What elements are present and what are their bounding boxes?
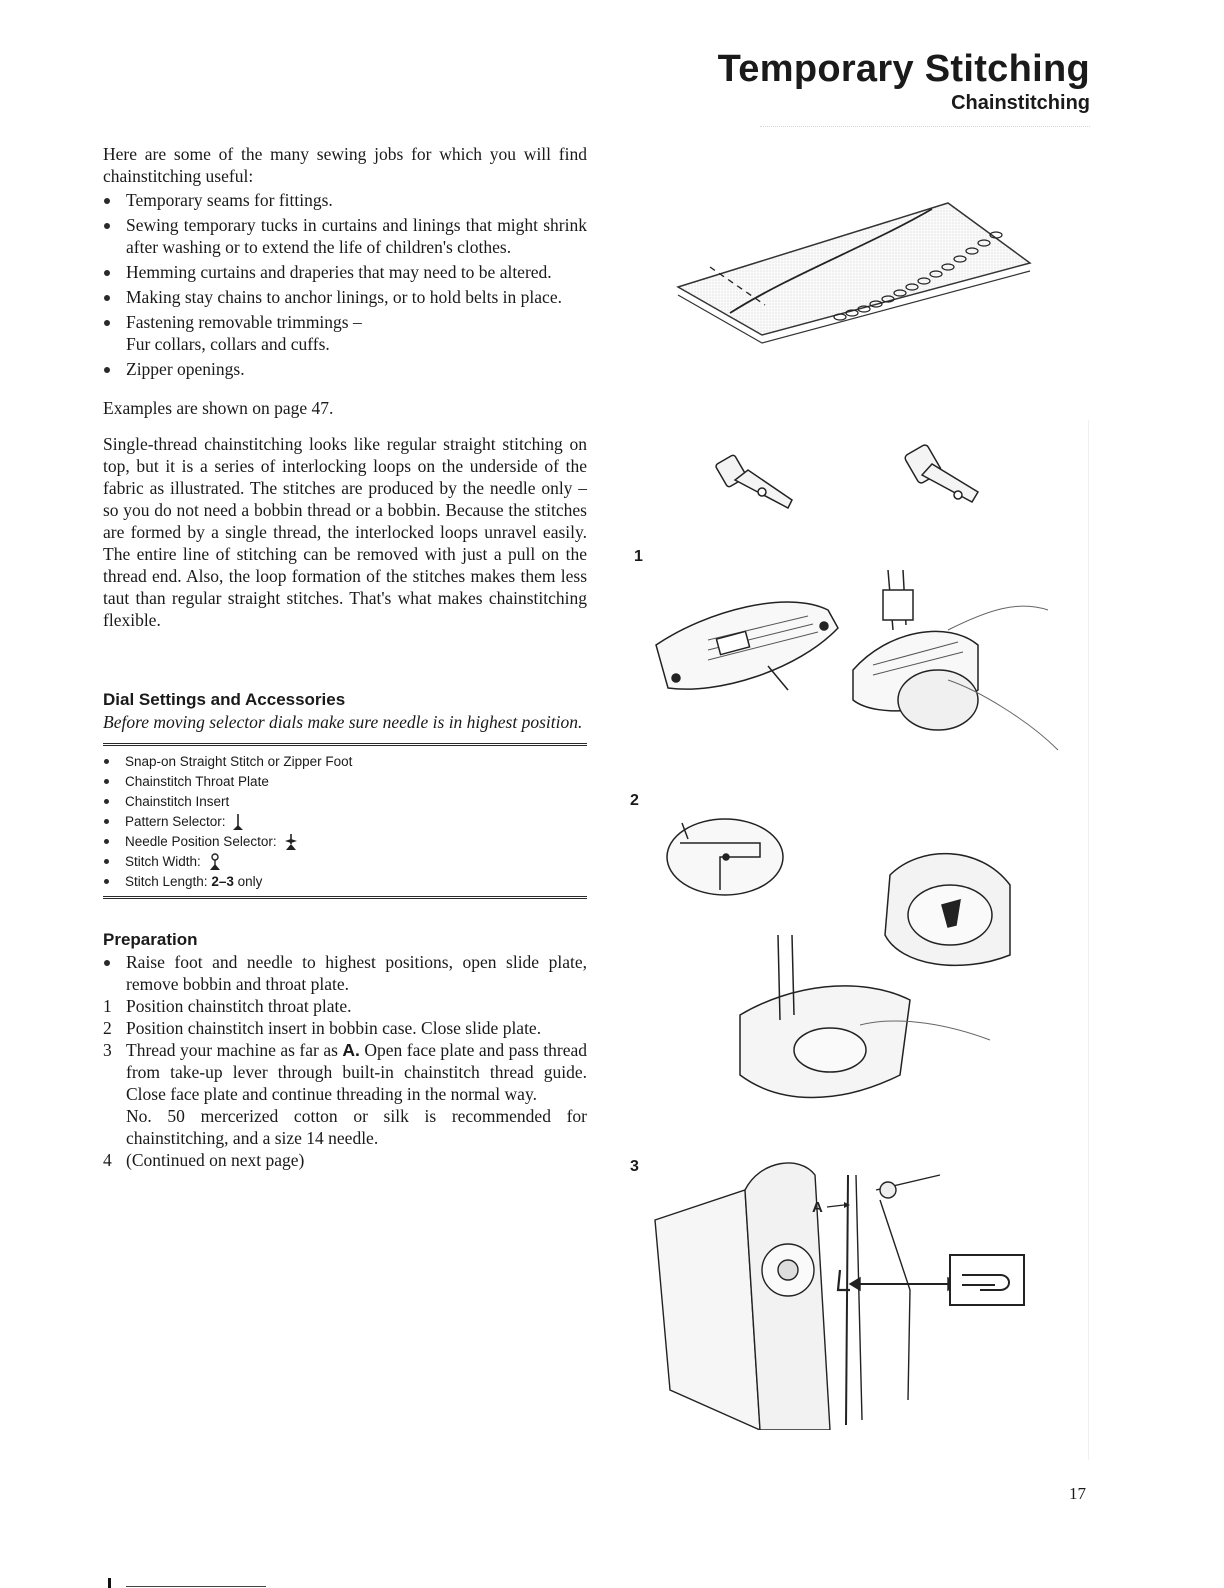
figure-label: 3 — [630, 1158, 639, 1175]
page-title: Temporary Stitching — [717, 48, 1090, 90]
setting-item: Pattern Selector: — [103, 812, 587, 832]
list-item: Fastening removable trimmings – Fur collars, collars and cuffs. — [103, 311, 587, 355]
throat-plate-illustration — [648, 570, 1068, 760]
figure-label: 1 — [634, 548, 643, 565]
setting-item: Chainstitch Insert — [103, 792, 587, 812]
text-column — [103, 143, 587, 1171]
settings-list — [103, 752, 587, 892]
setting-item: Snap-on Straight Stitch or Zipper Foot — [103, 752, 587, 772]
step-item: 3 Thread your machine as far as A. Open face plate and pass thread from take-up lever through built-in chainstitch thread guide. Close face plate and continue threading in the normal way. — [103, 1040, 587, 1104]
settings-list-box — [103, 743, 587, 899]
step-item: 2 Position chainstitch insert in bobbin case. Close slide plate. — [103, 1018, 542, 1038]
uses-list — [103, 189, 587, 380]
page-number: 17 — [1069, 1484, 1086, 1503]
dial-settings-note: Before moving selector dials make sure needle is in highest position. — [103, 712, 583, 732]
dial-settings-heading: Dial Settings and Accessories — [103, 690, 346, 709]
setting-item: Stitch Length: 2–3 only — [103, 872, 587, 892]
page-subtitle: Chainstitching — [951, 92, 1090, 114]
footer-line — [126, 1586, 266, 1587]
chainstitch-insert-illustration — [660, 815, 1040, 1115]
step-item: 4 (Continued on next page) — [103, 1150, 305, 1170]
column-divider — [1088, 420, 1089, 1460]
callout-a-label: A — [812, 1199, 823, 1216]
setting-item: Chainstitch Throat Plate — [103, 772, 587, 792]
list-item: Hemming curtains and draperies that may need to be altered. — [103, 261, 587, 283]
list-item: Sewing temporary tucks in curtains and linings that might shrink after washing or to extend the life of children's clothes. — [103, 214, 587, 258]
thread-recommendation: No. 50 mercerized cotton or silk is recommended for chainstitching, and a size 14 needle. — [126, 1106, 587, 1148]
list-item: Zipper openings. — [103, 358, 587, 380]
header-divider — [760, 126, 1090, 127]
threading-illustration — [650, 1150, 1040, 1430]
footer-mark — [108, 1578, 111, 1588]
straight-stitch-icon — [232, 813, 244, 831]
presser-feet-illustration — [710, 440, 1000, 530]
preparation-heading: Preparation — [103, 930, 198, 949]
intro-paragraph: Here are some of the many sewing jobs for which you will find chainstitching useful: — [103, 144, 587, 186]
description-paragraph: Single-thread chainstitching looks like regular straight stitching on top, but it is a series of interlocking loops on the underside of the fabric as illustrated. The stitches are produced by the needle only – so you do not need a bobbin thread or a bobbin. Because the stitches are formed by a single thread, the interlocked loops unravel easily. The entire line of stitching can be removed with just a pull on the thread end. Also, the loop formation of the stitches makes them less taut than regular straight stitches. That's what makes chainstitching flexible. — [103, 434, 587, 630]
step-item: Raise foot and needle to highest positions, open slide plate, remove bobbin and throat plate. — [103, 951, 587, 995]
setting-item: Needle Position Selector: — [103, 832, 587, 852]
figure-label: 2 — [630, 792, 639, 809]
preparation-steps-cont — [103, 1149, 587, 1171]
needle-position-icon — [283, 833, 299, 851]
fabric-chainstitch-illustration — [670, 195, 1050, 345]
list-item: Temporary seams for fittings. — [103, 189, 587, 211]
preparation-steps — [103, 951, 587, 1105]
examples-reference: Examples are shown on page 47. — [103, 398, 334, 418]
step-item: 1 Position chainstitch throat plate. — [103, 996, 352, 1016]
list-item: Making stay chains to anchor linings, or to hold belts in place. — [103, 286, 587, 308]
stitch-width-icon — [208, 853, 222, 871]
setting-item: Stitch Width: — [103, 852, 587, 872]
